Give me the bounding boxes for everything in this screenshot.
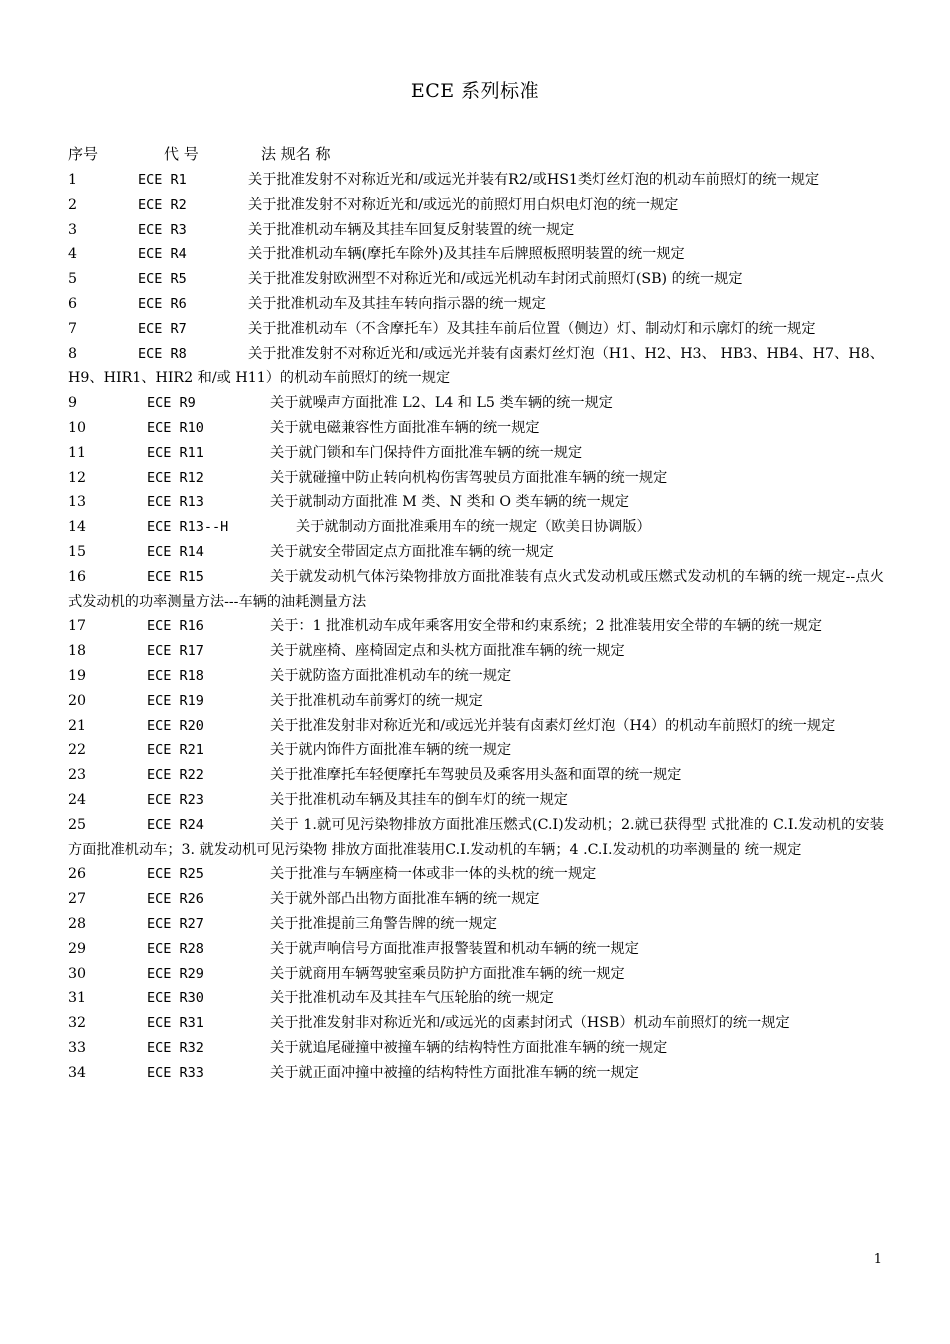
list-item xyxy=(68,986,884,1011)
entry-title: 关于批准机动车前雾灯的统一规定 xyxy=(270,692,483,709)
entry-code: ECE R30 xyxy=(147,990,204,1007)
list-item xyxy=(68,788,884,813)
entry-code: ECE R6 xyxy=(138,295,187,312)
entry-number: 3 xyxy=(68,221,78,238)
entry-number: 10 xyxy=(68,419,87,436)
entry-title: 关于批准发射非对称近光和/或远光并装有卤素灯丝灯泡（H4）的机动车前照灯的统一规定 xyxy=(270,717,836,734)
entry-code: ECE R19 xyxy=(147,692,204,709)
entry-title: 关于就碰撞中防止转向机构伤害驾驶员方面批准车辆的统一规定 xyxy=(270,469,668,486)
entry-code: ECE R7 xyxy=(138,320,187,337)
entry-number: 14 xyxy=(68,519,87,536)
list-item xyxy=(68,391,884,416)
entry-code: ECE R15 xyxy=(147,568,204,585)
list-item xyxy=(68,912,884,937)
entry-code: ECE R24 xyxy=(147,816,204,833)
entry-title: 关于就制动方面批准 M 类、N 类和 O 类车辆的统一规定 xyxy=(270,494,630,511)
entry-code: ECE R9 xyxy=(147,395,196,412)
header-no: 序号 xyxy=(68,145,99,163)
list-item xyxy=(68,1011,884,1036)
list-item xyxy=(68,416,884,441)
entry-code: ECE R28 xyxy=(147,940,204,957)
entry-title: 关于就正面冲撞中被撞的结构特性方面批准车辆的统一规定 xyxy=(270,1064,639,1081)
entry-title: 关于就防盗方面批准机动车的统一规定 xyxy=(270,667,512,684)
list-item xyxy=(68,242,884,267)
entry-number: 16 xyxy=(68,568,87,585)
entry-code: ECE R10 xyxy=(147,419,204,436)
entry-number: 18 xyxy=(68,643,87,660)
entry-title: 关于批准机动车辆及其挂车的倒车灯的统一规定 xyxy=(270,791,568,808)
entry-number: 26 xyxy=(68,866,87,883)
document-title: ECE 系列标准 xyxy=(410,80,540,102)
entry-code: ECE R4 xyxy=(138,246,187,263)
entry-number: 34 xyxy=(68,1064,87,1081)
entry-number: 6 xyxy=(68,295,78,312)
entry-title: 关于批准机动车（不含摩托车）及其挂车前后位置（侧边）灯、制动灯和示廓灯的统一规定 xyxy=(248,320,816,337)
list-item xyxy=(68,664,884,689)
entry-title: 关于批准与车辆座椅一体或非一体的头枕的统一规定 xyxy=(270,866,597,883)
entry-title: 关于批准发射非对称近光和/或远光的卤素封闭式（HSB）机动车前照灯的统一规定 xyxy=(270,1015,790,1032)
list-item xyxy=(68,565,884,615)
entry-title: 关于就内饰件方面批准车辆的统一规定 xyxy=(270,742,512,759)
entry-title: 关于：1 批准机动车成年乘客用安全带和约束系统；2 批准装用安全带的车辆的统一规定 xyxy=(270,618,823,635)
list-item xyxy=(68,317,884,342)
list-item xyxy=(68,515,884,540)
entry-code: ECE R2 xyxy=(138,196,187,213)
entry-number: 17 xyxy=(68,618,87,635)
entry-number: 27 xyxy=(68,891,87,908)
list-item xyxy=(68,763,884,788)
entry-title: 关于批准机动车及其挂车转向指示器的统一规定 xyxy=(248,295,546,312)
entry-number: 23 xyxy=(68,767,87,784)
entry-code: ECE R1 xyxy=(138,172,187,188)
list-item xyxy=(68,614,884,639)
entry-title: 关于批准机动车辆及其挂车回复反射装置的统一规定 xyxy=(248,221,575,238)
entry-title: 关于批准发射不对称近光和/或远光并装有卤素灯丝灯泡（H1、H2、H3、 HB3、HB4、H7、H8、H9、HIR1、HIR2 和/或 H11）的机动车前照灯的统一规定 xyxy=(68,345,884,387)
entry-code: ECE R27 xyxy=(147,915,204,932)
entry-title: 关于就噪声方面批准 L2、L4 和 L5 类车辆的统一规定 xyxy=(270,395,613,412)
list-item xyxy=(68,862,884,887)
entry-title: 关于就外部凸出物方面批准车辆的统一规定 xyxy=(270,891,540,908)
entry-number: 9 xyxy=(68,395,78,412)
entry-number: 22 xyxy=(68,742,87,759)
list-item xyxy=(68,267,884,292)
standards-list xyxy=(68,168,884,1085)
entry-number: 19 xyxy=(68,667,87,684)
entry-code: ECE R12 xyxy=(147,469,204,486)
entry-title: 关于 1.就可见污染物排放方面批准压燃式(C.I)发动机；2.就已获得型 式批准的 C.I.发动机的安装方面批准机动车；3. 就发动机可见污染物 排放方面批准装用C.I.发动机的车辆；4 .C.I.发动机的功率测量的 统一规定 xyxy=(68,816,884,858)
entry-code: ECE R13--H xyxy=(147,519,229,536)
entry-code: ECE R18 xyxy=(147,667,204,684)
entry-code: ECE R17 xyxy=(147,643,204,660)
list-item xyxy=(68,540,884,565)
entry-title: 关于批准提前三角警告牌的统一规定 xyxy=(270,915,498,932)
entry-title: 关于就发动机气体污染物排放方面批准装有点火式发动机或压燃式发动机的车辆的统一规定--点火式发动机的功率测量方法---车辆的油耗测量方法 xyxy=(68,568,884,610)
entry-code: ECE R29 xyxy=(147,965,204,982)
entry-code: ECE R20 xyxy=(147,717,204,734)
entry-number: 25 xyxy=(68,816,87,833)
entry-number: 4 xyxy=(68,246,78,263)
header-name: 法 规名 称 xyxy=(261,145,331,163)
entry-number: 5 xyxy=(68,271,78,288)
header-code: 代 号 xyxy=(164,145,199,163)
entry-code: ECE R5 xyxy=(138,271,187,288)
entry-code: ECE R3 xyxy=(138,221,187,238)
entry-number: 31 xyxy=(68,990,87,1007)
entry-code: ECE R13 xyxy=(147,494,204,511)
entry-code: ECE R32 xyxy=(147,1039,204,1056)
entry-number: 8 xyxy=(68,345,78,362)
list-item xyxy=(68,962,884,987)
entry-code: ECE R16 xyxy=(147,618,204,635)
entry-title: 关于批准发射不对称近光和/或远光的前照灯用白炽电灯泡的统一规定 xyxy=(248,196,679,213)
entry-title: 关于就安全带固定点方面批准车辆的统一规定 xyxy=(270,543,554,560)
entry-title: 关于批准摩托车轻便摩托车驾驶员及乘客用头盔和面罩的统一规定 xyxy=(270,767,682,784)
list-item xyxy=(68,689,884,714)
entry-number: 20 xyxy=(68,692,87,709)
entry-number: 15 xyxy=(68,543,87,560)
entry-code: ECE R8 xyxy=(138,345,187,362)
entry-code: ECE R33 xyxy=(147,1064,204,1081)
entry-number: 12 xyxy=(68,469,87,486)
list-item xyxy=(68,292,884,317)
list-item xyxy=(68,218,884,243)
list-item xyxy=(68,1061,884,1086)
entry-title: 关于就电磁兼容性方面批准车辆的统一规定 xyxy=(270,419,540,436)
list-item xyxy=(68,490,884,515)
entry-number: 28 xyxy=(68,915,87,932)
entry-number: 32 xyxy=(68,1015,87,1032)
entry-title: 关于就座椅、座椅固定点和头枕方面批准车辆的统一规定 xyxy=(270,643,625,660)
entry-title: 关于批准发射欧洲型不对称近光和/或远光机动车封闭式前照灯(SB) 的统一规定 xyxy=(248,271,743,288)
entry-number: 24 xyxy=(68,791,87,808)
entry-number: 11 xyxy=(68,444,87,461)
entry-code: ECE R14 xyxy=(147,543,204,560)
entry-number: 13 xyxy=(68,494,87,511)
entry-code: ECE R25 xyxy=(147,866,204,883)
list-item xyxy=(68,714,884,739)
entry-code: ECE R22 xyxy=(147,767,204,784)
entry-number: 2 xyxy=(68,196,78,213)
list-item xyxy=(68,466,884,491)
entry-title: 关于就门锁和车门保持件方面批准车辆的统一规定 xyxy=(270,444,583,461)
list-item xyxy=(68,193,884,218)
list-item xyxy=(68,813,884,863)
list-item xyxy=(68,1036,884,1061)
list-item xyxy=(68,639,884,664)
entry-title: 关于就制动方面批准乘用车的统一规定（欧美日协调版） xyxy=(296,519,651,536)
list-item xyxy=(68,738,884,763)
entry-number: 30 xyxy=(68,965,87,982)
entry-number: 21 xyxy=(68,717,87,734)
entry-code: ECE R23 xyxy=(147,791,204,808)
list-item xyxy=(68,937,884,962)
entry-number: 29 xyxy=(68,940,87,957)
list-item xyxy=(68,441,884,466)
entry-code: ECE R21 xyxy=(147,742,204,759)
list-item xyxy=(68,887,884,912)
entry-title: 关于就追尾碰撞中被撞车辆的结构特性方面批准车辆的统一规定 xyxy=(270,1039,668,1056)
entry-title: 关于批准发射不对称近光和/或远光并装有R2/或HS1类灯丝灯泡的机动车前照灯的统一规定 xyxy=(248,172,820,188)
entry-number: 1 xyxy=(68,172,78,188)
entry-code: ECE R11 xyxy=(147,444,204,461)
entry-title: 关于就声响信号方面批准声报警装置和机动车辆的统一规定 xyxy=(270,940,639,957)
entry-code: ECE R31 xyxy=(147,1015,204,1032)
page-number: 1 xyxy=(873,1252,882,1267)
list-item xyxy=(68,168,884,193)
entry-title: 关于就商用车辆驾驶室乘员防护方面批准车辆的统一规定 xyxy=(270,965,625,982)
entry-number: 7 xyxy=(68,320,78,337)
entry-title: 关于批准机动车及其挂车气压轮胎的统一规定 xyxy=(270,990,554,1007)
entry-title: 关于批准机动车辆(摩托车除外)及其挂车后牌照板照明装置的统一规定 xyxy=(248,246,685,263)
list-item xyxy=(68,342,884,392)
entry-number: 33 xyxy=(68,1039,87,1056)
entry-code: ECE R26 xyxy=(147,891,204,908)
